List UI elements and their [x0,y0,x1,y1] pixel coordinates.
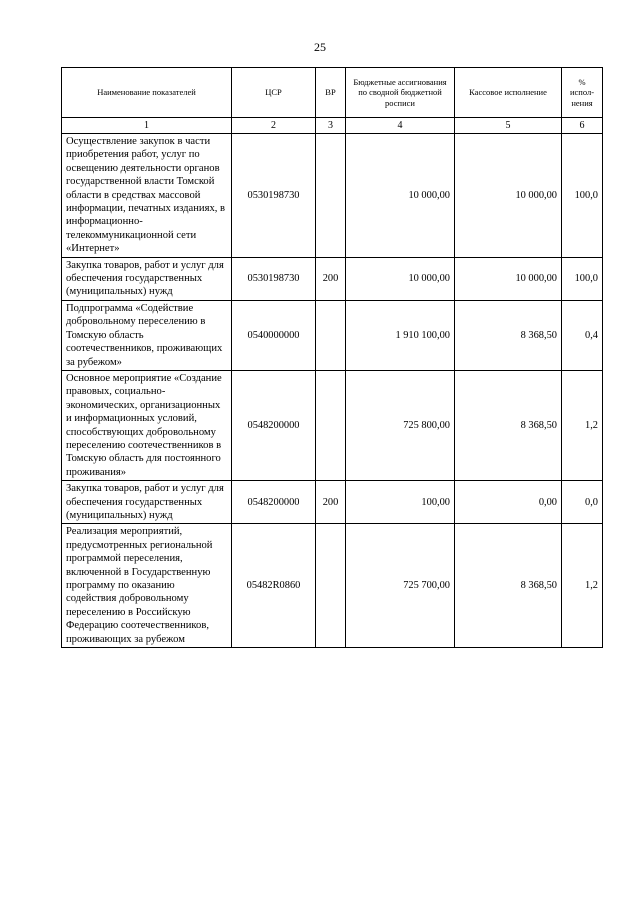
header-pct: % испол-нения [562,68,603,118]
table-row [62,481,603,524]
row-csr: 0548200000 [232,481,316,524]
row-csr: 0530198730 [232,134,316,258]
row-cash: 0,00 [455,481,562,524]
header-cash: Кассовое исполнение [455,68,562,118]
column-number: 3 [316,118,346,134]
column-number: 6 [562,118,603,134]
column-number: 5 [455,118,562,134]
table-row [62,300,603,370]
row-budget: 725 700,00 [346,524,455,648]
row-pct: 1,2 [562,370,603,480]
row-vr: 200 [316,257,346,300]
row-name: Закупка товаров, работ и услуг для обеспечения государственных (муниципальных) нужд [62,481,232,524]
row-csr: 05482R0860 [232,524,316,648]
page-number: 25 [314,40,326,54]
row-budget: 10 000,00 [346,257,455,300]
table-row [62,370,603,480]
column-number: 1 [62,118,232,134]
row-pct: 1,2 [562,524,603,648]
row-budget: 1 910 100,00 [346,300,455,370]
row-cash: 10 000,00 [455,134,562,258]
row-pct: 0,0 [562,481,603,524]
row-csr: 0530198730 [232,257,316,300]
header-vr: ВР [316,68,346,118]
row-csr: 0540000000 [232,300,316,370]
row-name: Закупка товаров, работ и услуг для обеспечения государственных (муниципальных) нужд [62,257,232,300]
column-number: 2 [232,118,316,134]
row-vr: 200 [316,481,346,524]
row-vr [316,370,346,480]
header-csr: ЦСР [232,68,316,118]
row-name: Подпрограмма «Содействие добровольному переселению в Томскую область соотечественников, проживающих за рубежом» [62,300,232,370]
row-pct: 100,0 [562,134,603,258]
row-budget: 10 000,00 [346,134,455,258]
header-budget: Бюджетные ассигнования по сводной бюджетной росписи [346,68,455,118]
header-name: Наименование показателей [62,68,232,118]
column-number: 4 [346,118,455,134]
row-cash: 8 368,50 [455,370,562,480]
row-budget: 100,00 [346,481,455,524]
row-name: Реализация мероприятий, предусмотренных региональной программой переселения, включенной в Государственную программу по оказанию содействия добровольному переселению в Российскую Федерацию соотечественников, проживающих за рубежом [62,524,232,648]
row-pct: 0,4 [562,300,603,370]
row-cash: 8 368,50 [455,524,562,648]
row-csr: 0548200000 [232,370,316,480]
column-number-row [62,118,603,134]
row-name: Осуществление закупок в части приобретения работ, услуг по освещению деятельности органов государственной власти Томской области в средствах массовой информации, печатных изданиях, в информационно-телекоммуникационной сети «Интернет» [62,134,232,258]
row-vr [316,134,346,258]
row-name: Основное мероприятие «Создание правовых, социально-экономических, организационных и информационных условий, способствующих добровольному переселению соотечественников в Томскую область для постоянного проживания» [62,370,232,480]
row-pct: 100,0 [562,257,603,300]
row-budget: 725 800,00 [346,370,455,480]
budget-execution-table [61,67,603,648]
row-vr [316,524,346,648]
table-row [62,524,603,648]
table-row [62,134,603,258]
table-row [62,257,603,300]
row-vr [316,300,346,370]
row-cash: 8 368,50 [455,300,562,370]
row-cash: 10 000,00 [455,257,562,300]
header-row [62,68,603,118]
